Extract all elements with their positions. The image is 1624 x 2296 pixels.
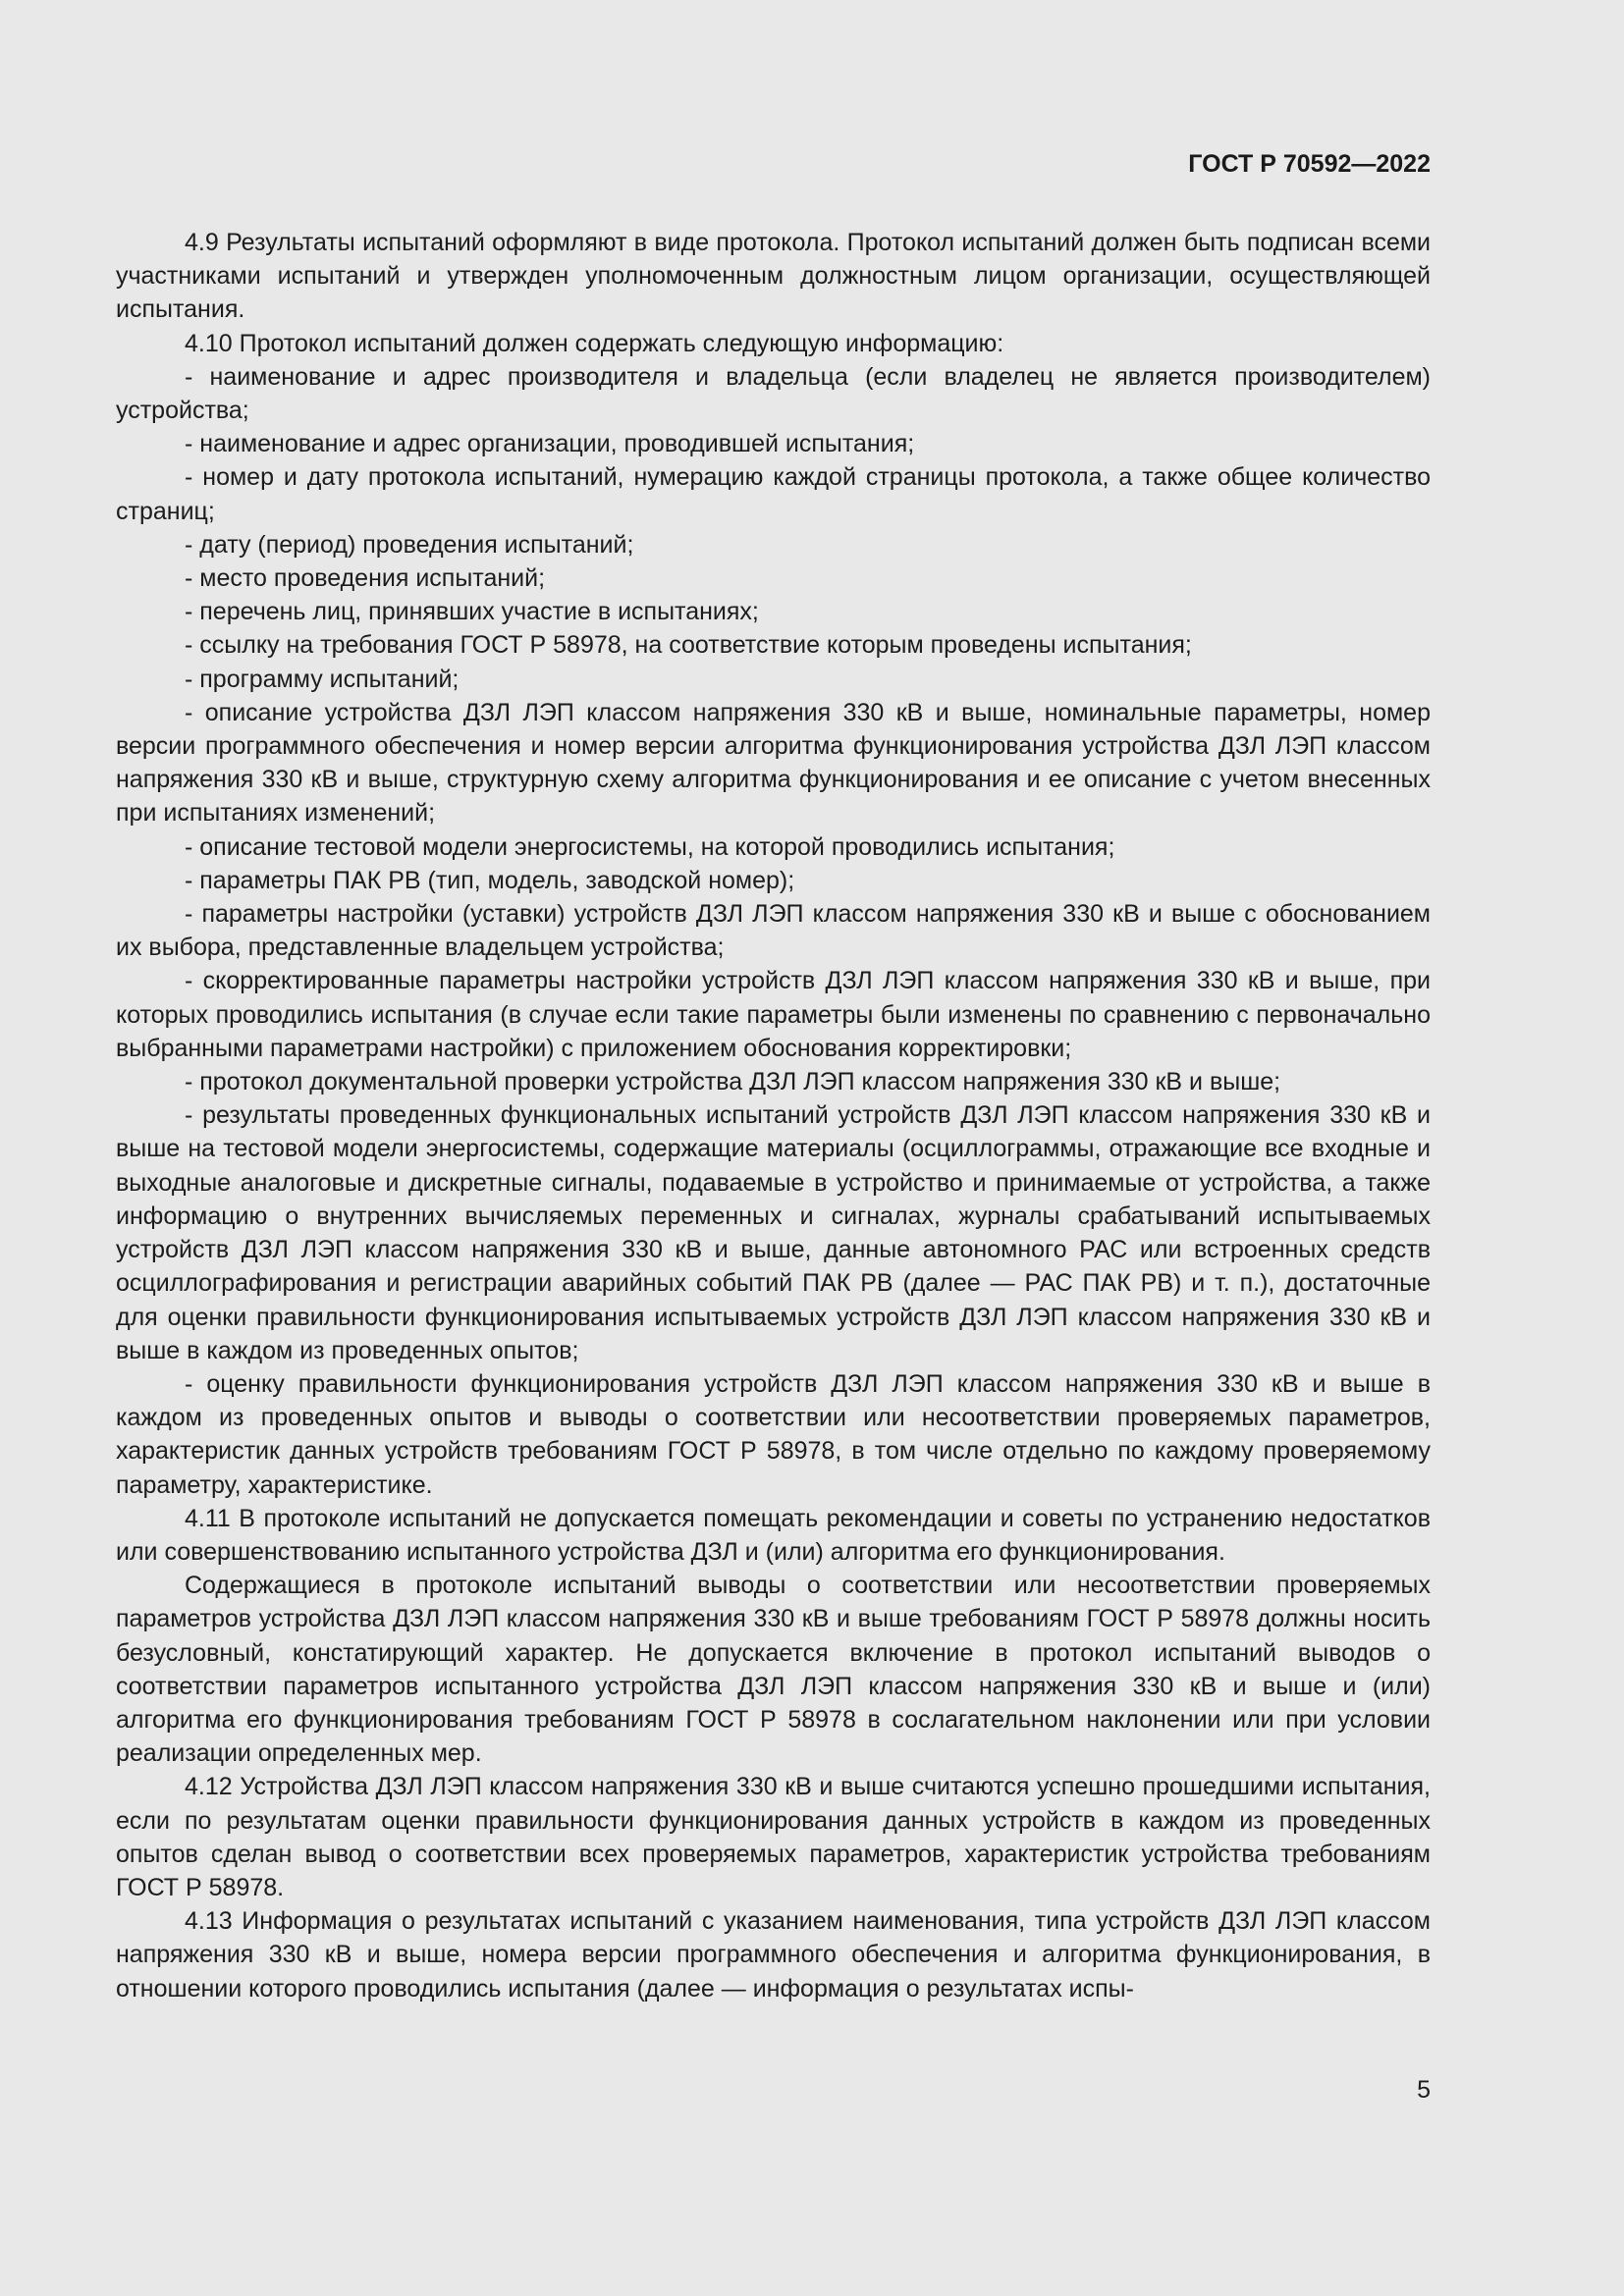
list-item: - ссылку на требования ГОСТ Р 58978, на соответствие которым проведены испытания; — [185, 631, 1192, 660]
paragraph-4-9: 4.9 Результаты испытаний оформляют в виде протокола. Протокол испытаний должен быть подписан всеми участниками испытаний и утвержден уполномоченным должностным лицом организации, осуществляющей испытания. — [116, 229, 1431, 324]
list-item: - перечень лиц, принявших участие в испытаниях; — [185, 598, 759, 626]
paragraph-4-13: 4.13 Информация о результатах испытаний с указанием наименования, типа устройств ДЗЛ ЛЭП классом напряжения 330 кВ и выше, номера версии программного обеспечения и алгоритма функционирования, в отношении которого проводились испытания (далее — информация о результатах испы- — [116, 1907, 1431, 2002]
list-item: - оценку правильности функционирования устройств ДЗЛ ЛЭП классом напряжения 330 кВ и выше в каждом из проведенных опытов и выводы о соответствии или несоответствии проверяемых параметров, характеристик данных устройств требованиям ГОСТ Р 58978, в том числе отдельно по каждому проверяемому параметру, характеристике. — [116, 1369, 1431, 1499]
list-item: - программу испытаний; — [185, 665, 460, 693]
list-item: - параметры ПАК РВ (тип, модель, заводской номер); — [185, 866, 795, 894]
list-item: - параметры настройки (уставки) устройств ДЗЛ ЛЭП классом напряжения 330 кВ и выше с обоснованием их выбора, представленные владельцем устройства; — [116, 900, 1431, 962]
document-code-header: ГОСТ Р 70592—2022 — [1188, 150, 1431, 178]
list-item: - протокол документальной проверки устройства ДЗЛ ЛЭП классом напряжения 330 кВ и выше; — [185, 1068, 1281, 1096]
list-item: - описание устройства ДЗЛ ЛЭП классом напряжения 330 кВ и выше, номинальные параметры, номер версии программного обеспечения и номер версии алгоритма функционирования устройства ДЗЛ ЛЭП классом напряжения 330 кВ и выше, структурную схему алгоритма функционирования и ее описание с учетом внесенных при испытаниях изменений; — [116, 698, 1431, 828]
list-item: - место проведения испытаний; — [185, 564, 546, 593]
list-item: - наименование и адрес организации, проводившей испытания; — [185, 430, 915, 458]
list-item: - номер и дату протокола испытаний, нумерацию каждой страницы протокола, а также общее количество страниц; — [116, 463, 1431, 525]
paragraph-4-12: 4.12 Устройства ДЗЛ ЛЭП классом напряжения 330 кВ и выше считаются успешно прошедшими испытания, если по результатам оценки правильности функционирования данных устройств в каждом из проведенных опытов сделан вывод о соответствии всех проверяемых параметров, характеристик устройства требованиям ГОСТ Р 58978. — [116, 1773, 1431, 1901]
paragraph-4-11-continued: Содержащиеся в протоколе испытаний выводы о соответствии или несоответствии проверяемых параметров устройства ДЗЛ ЛЭП классом напряжения 330 кВ и выше требованиям ГОСТ Р 58978 должны носить безусловный, констатирующий характер. Не допускается включение в протокол испытаний выводов о соответствии параметров испытанного устройства ДЗЛ ЛЭП классом напряжения 330 кВ и выше и (или) алгоритма его функционирования требованиям ГОСТ Р 58978 в сослагательном наклонении или при условии реализации определенных мер. — [116, 1572, 1431, 1768]
list-item: - скорректированные параметры настройки устройств ДЗЛ ЛЭП классом напряжения 330 кВ и выше, при которых проводились испытания (в случае если такие параметры были изменены по сравнению с первоначально выбранными параметрами настройки) с приложением обоснования корректировки; — [116, 967, 1431, 1062]
list-item: - наименование и адрес производителя и владельца (если владелец не является производителем) устройства; — [116, 362, 1431, 425]
page-number: 5 — [1417, 2076, 1431, 2104]
document-body — [116, 226, 1431, 2005]
list-item: - описание тестовой модели энергосистемы, на которой проводились испытания; — [185, 832, 1115, 861]
list-item: - результаты проведенных функциональных испытаний устройств ДЗЛ ЛЭП классом напряжения 330 кВ и выше на тестовой модели энергосистемы, содержащие материалы (осциллограммы, отражающие все входные и выходные аналоговые и дискретные сигналы, подаваемые в устройство и принимаемые от устройства, а также информацию о внутренних вычисляемых переменных и сигналах, журналы срабатываний испытываемых устройств ДЗЛ ЛЭП классом напряжения 330 кВ и выше, данные автономного РАС или встроенных средств осциллографирования и регистрации аварийных событий ПАК РВ (далее — РАС ПАК РВ) и т. п.), достаточные для оценки правильности функционирования испытываемых устройств ДЗЛ ЛЭП классом напряжения 330 кВ и выше в каждом из проведенных опытов; — [116, 1101, 1431, 1364]
paragraph-4-11: 4.11 В протоколе испытаний не допускается помещать рекомендации и советы по устранению недостатков или совершенствованию испытанного устройства ДЗЛ и (или) алгоритма его функционирования. — [116, 1504, 1431, 1566]
list-item: - дату (период) проведения испытаний; — [185, 530, 634, 559]
paragraph-4-10: 4.10 Протокол испытаний должен содержать следующую информацию: — [185, 329, 1004, 357]
